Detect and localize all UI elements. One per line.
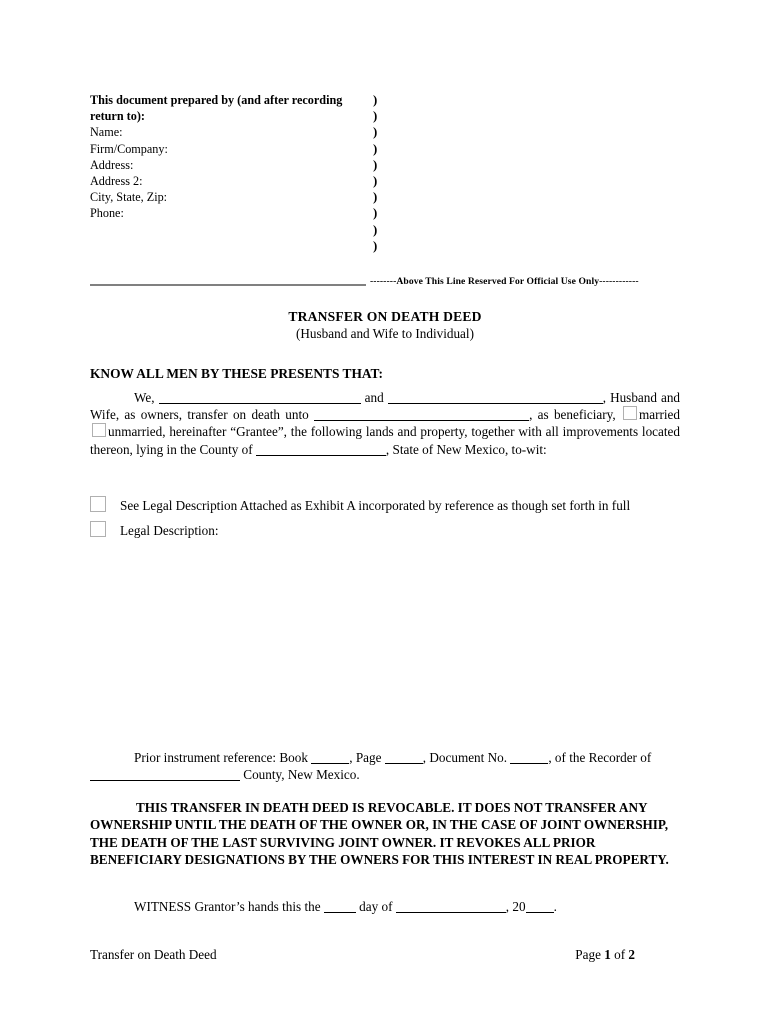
- witness-paragraph: [90, 898, 680, 915]
- footer-document-name: Transfer on Death Deed: [90, 947, 217, 962]
- paren-10: ): [373, 238, 378, 253]
- legal-option-exhibit-label: See Legal Description Attached as Exhibit A incorporated by reference as though set forth in full: [120, 498, 631, 513]
- official-use-divider: [90, 284, 366, 286]
- paren-8: ): [373, 206, 378, 221]
- checkbox-exhibit-a[interactable]: [90, 496, 106, 512]
- prepared-by-row: [90, 92, 680, 108]
- field-label-address2: Address 2:: [90, 173, 143, 188]
- witness-segment-3: , 20: [505, 899, 526, 914]
- page-title: TRANSFER ON DEATH DEED: [288, 309, 482, 324]
- body-segment-beneficiary: , as beneficiary,: [529, 407, 616, 423]
- checkbox-unmarried[interactable]: [92, 423, 106, 437]
- paren-9: ): [373, 222, 378, 237]
- document-number-blank[interactable]: [510, 752, 548, 764]
- body-segment-state: , State of New Mexico, to-wit:: [385, 441, 547, 457]
- grantor-one-blank[interactable]: [159, 391, 361, 404]
- prior-segment-recorder: , of the Recorder of: [548, 750, 652, 765]
- prior-segment-document-no: , Document No.: [422, 750, 508, 765]
- field-row-phone: [90, 205, 680, 221]
- prepared-by-label-line1: This document prepared by (and after recording: [90, 93, 343, 107]
- body-segment-and: and: [364, 390, 384, 405]
- footer-of-word: of: [614, 947, 626, 962]
- checkbox-legal-description[interactable]: [90, 521, 106, 537]
- field-label-city-state-zip: City, State, Zip:: [90, 190, 168, 205]
- footer-page-word: Page: [575, 947, 601, 962]
- prior-segment-book: Prior instrument reference: Book: [134, 750, 308, 765]
- footer-page-total: 2: [628, 947, 635, 962]
- beneficiary-blank[interactable]: [314, 408, 529, 421]
- paren-3: ): [373, 125, 378, 140]
- prepared-by-row: [90, 108, 680, 124]
- book-blank[interactable]: [311, 752, 349, 764]
- witness-day-blank[interactable]: [324, 901, 356, 913]
- field-label-phone: Phone:: [90, 206, 124, 221]
- body-segment-married: married: [639, 407, 681, 423]
- paren-1: ): [373, 93, 378, 107]
- witness-segment-1: WITNESS Grantor’s hands this the: [134, 899, 321, 914]
- prepared-by-label-line2: return to):: [90, 109, 145, 124]
- paren-6: ): [373, 173, 378, 188]
- paren-4: ): [373, 141, 378, 156]
- field-row-address2: [90, 173, 680, 189]
- prepared-by-block: [90, 92, 680, 254]
- checkbox-married[interactable]: [623, 406, 637, 420]
- page-subtitle: (Husband and Wife to Individual): [296, 326, 474, 341]
- body-segment-unmarried: unmarried, hereinafter “Grantee”, the following lands and property, together with all improvements located thereon, lying in the County of: [90, 424, 680, 457]
- revocable-notice: [90, 799, 680, 869]
- legal-option-description-label: Legal Description:: [120, 523, 219, 538]
- grantor-paragraph: [90, 389, 680, 458]
- legal-option-description[interactable]: [90, 521, 219, 539]
- prior-segment-county-state: County, New Mexico.: [243, 767, 360, 783]
- prior-instrument-paragraph: [90, 749, 680, 784]
- legal-option-exhibit[interactable]: [90, 496, 630, 514]
- witness-year-blank[interactable]: [526, 901, 554, 913]
- presents-heading: KNOW ALL MEN BY THESE PRESENTS THAT:: [90, 366, 383, 381]
- field-row-firm: [90, 141, 680, 157]
- recorder-county-blank[interactable]: [90, 769, 240, 781]
- field-label-address: Address:: [90, 157, 134, 172]
- reserved-for-official-use-notice: --------Above This Line Reserved For Official Use Only------------: [370, 276, 639, 287]
- witness-segment-2: day of: [359, 899, 393, 914]
- field-row-name: [90, 124, 680, 140]
- witness-month-blank[interactable]: [396, 901, 506, 913]
- paren-5: ): [373, 157, 378, 172]
- field-label-name: Name:: [90, 125, 123, 140]
- paren-row: [90, 238, 680, 254]
- paren-7: ): [373, 190, 378, 205]
- prior-segment-page: , Page: [349, 750, 382, 765]
- body-segment-husband-wife: , Husband and Wife, as owners, transfer on death unto: [90, 390, 681, 423]
- paren-row: [90, 222, 680, 238]
- revocable-notice-text: THIS TRANSFER IN DEATH DEED IS REVOCABLE. IT DOES NOT TRANSFER ANY OWNERSHIP UNTIL THE DEATH OF THE OWNER OR, IN THE CASE OF JOINT OWNERSHIP, THE DEATH OF THE LAST SURVIVING JOINT OWNER. IT REVOKES ALL PRIOR BENEFICIARY DESIGNATIONS BY THE OWNERS FOR THIS INTEREST IN REAL PROPERTY.: [90, 800, 669, 868]
- field-row-address: [90, 157, 680, 173]
- county-blank[interactable]: [256, 443, 386, 456]
- witness-segment-4: .: [553, 899, 557, 914]
- footer-page-indicator: [575, 947, 635, 963]
- page-footer: [90, 947, 635, 963]
- page-blank[interactable]: [385, 752, 423, 764]
- body-segment-we: We,: [134, 390, 155, 405]
- footer-page-number: 1: [604, 947, 611, 962]
- paren-2: ): [373, 109, 378, 124]
- field-row-city-state-zip: [90, 189, 680, 205]
- field-label-firm: Firm/Company:: [90, 141, 168, 156]
- grantor-two-blank[interactable]: [388, 391, 603, 404]
